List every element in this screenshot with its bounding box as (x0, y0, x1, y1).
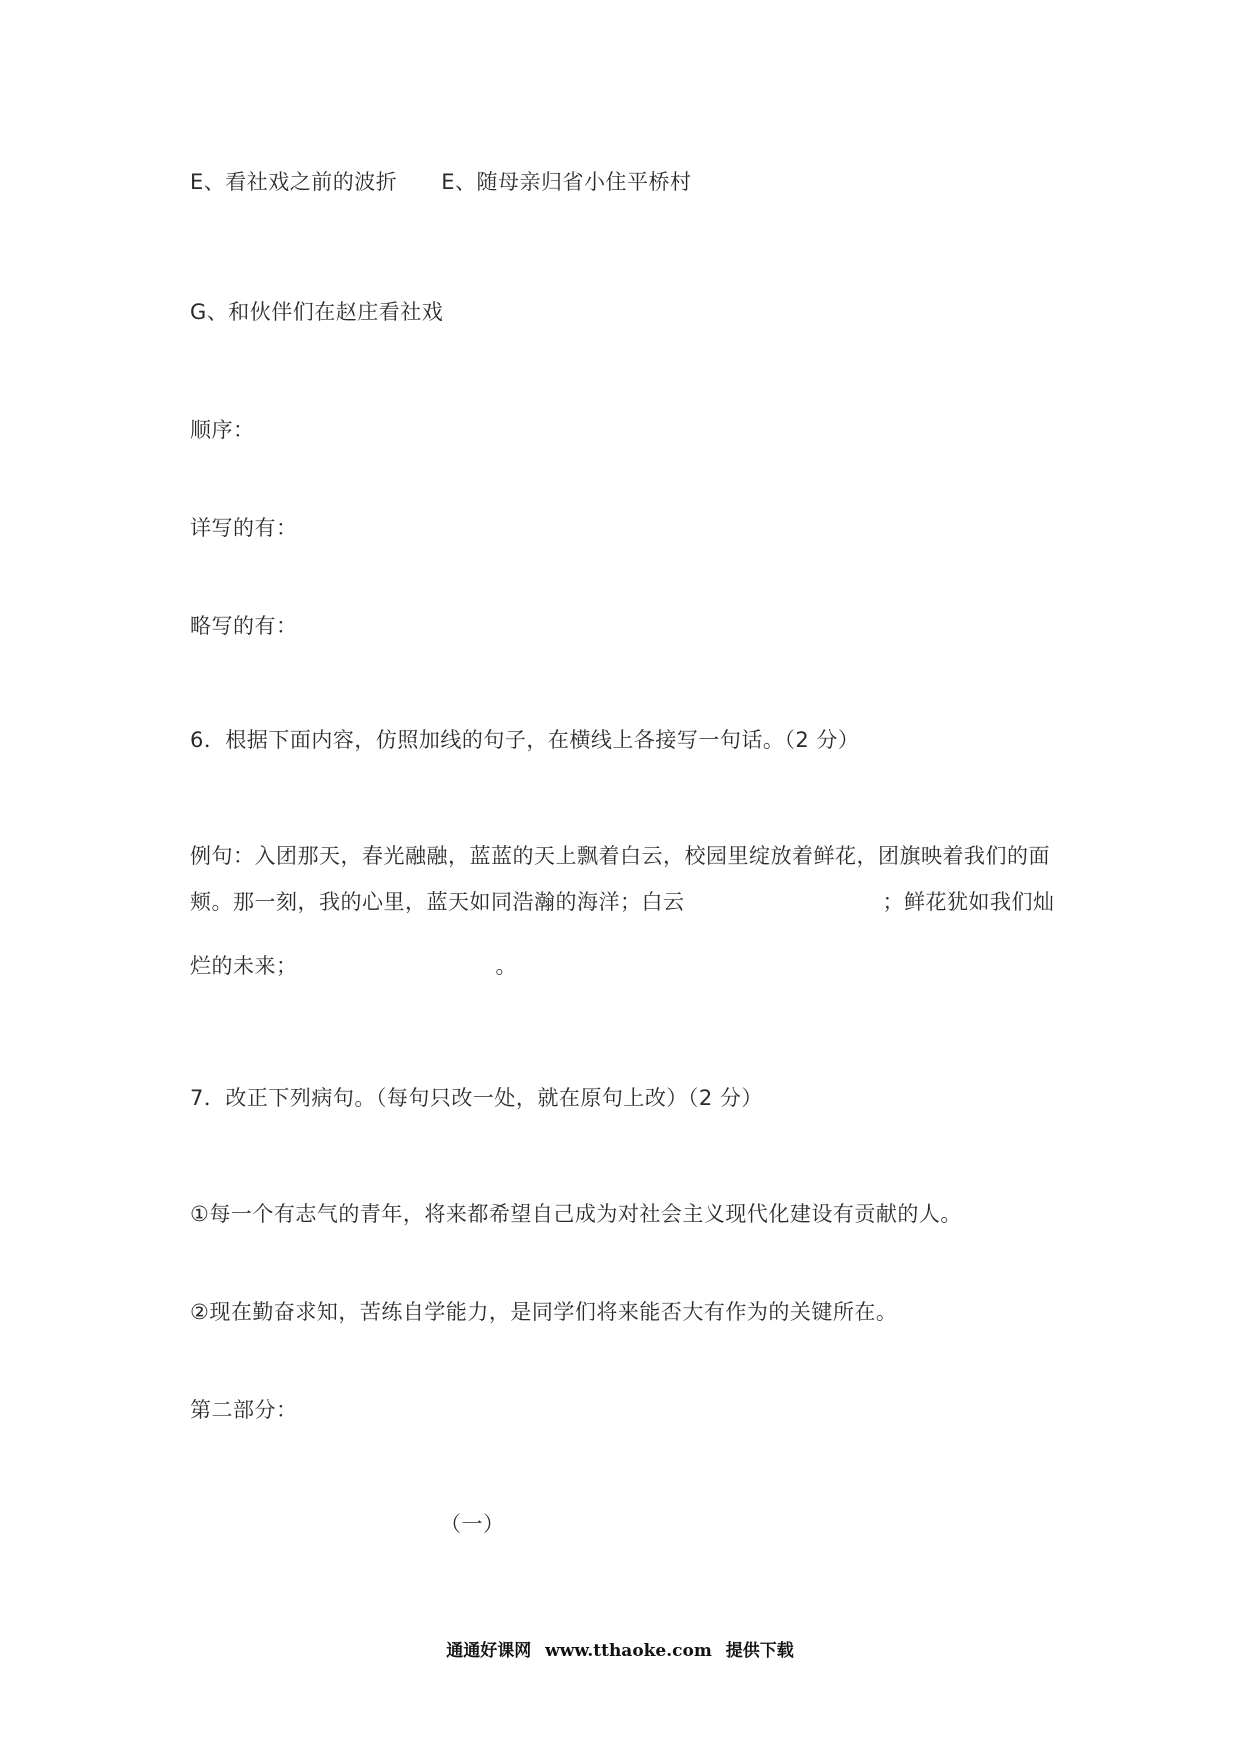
answer-brief-label: 略写的有： (190, 614, 298, 638)
options-row-e (190, 168, 692, 196)
footer-site-name: 通通好课网 (446, 1641, 532, 1661)
footer-url[interactable]: www.tthaoke.com (545, 1641, 712, 1661)
option-e1: E、看社戏之前的波折 (190, 170, 398, 194)
q7-prompt: 7．改正下列病句。（每句只改一处，就在原句上改）（2 分） (190, 1086, 763, 1110)
footer-suffix: 提供下载 (725, 1641, 794, 1661)
q7-sentence-1: ①每一个有志气的青年，将来都希望自己成为对社会主义现代化建设有贡献的人。 (190, 1202, 962, 1226)
option-g: G、和伙伴们在赵庄看社戏 (190, 300, 444, 324)
page-footer (0, 1636, 1240, 1661)
option-e2: E、随母亲归省小住平桥村 (441, 170, 692, 194)
part-two-title: 第二部分： (190, 1398, 298, 1422)
q6-line3-end: 。 (495, 954, 517, 978)
answer-detailed-label: 详写的有： (190, 516, 298, 540)
q6-example-line-1: 例句：入团那天，春光融融，蓝蓝的天上飘着白云，校园里绽放着鲜花，团旗映着我们的面 (190, 844, 1050, 868)
q6-example-line-3 (190, 952, 517, 980)
q6-example-line-2 (190, 888, 1055, 916)
q6-line2-text: 颊。那一刻，我的心里，蓝天如同浩瀚的海洋；白云 (190, 890, 685, 914)
q6-prompt: 6．根据下面内容，仿照加线的句子，在横线上各接写一句话。（2 分） (190, 728, 860, 752)
q7-sentence-2: ②现在勤奋求知，苦练自学能力，是同学们将来能否大有作为的关键所在。 (190, 1300, 898, 1324)
answer-order-label: 顺序： (190, 418, 255, 442)
section-one-heading: （一） (440, 1512, 505, 1536)
q6-line2-end: ；鲜花犹如我们灿 (882, 890, 1055, 914)
q6-line3-text: 烂的未来； (190, 954, 298, 978)
